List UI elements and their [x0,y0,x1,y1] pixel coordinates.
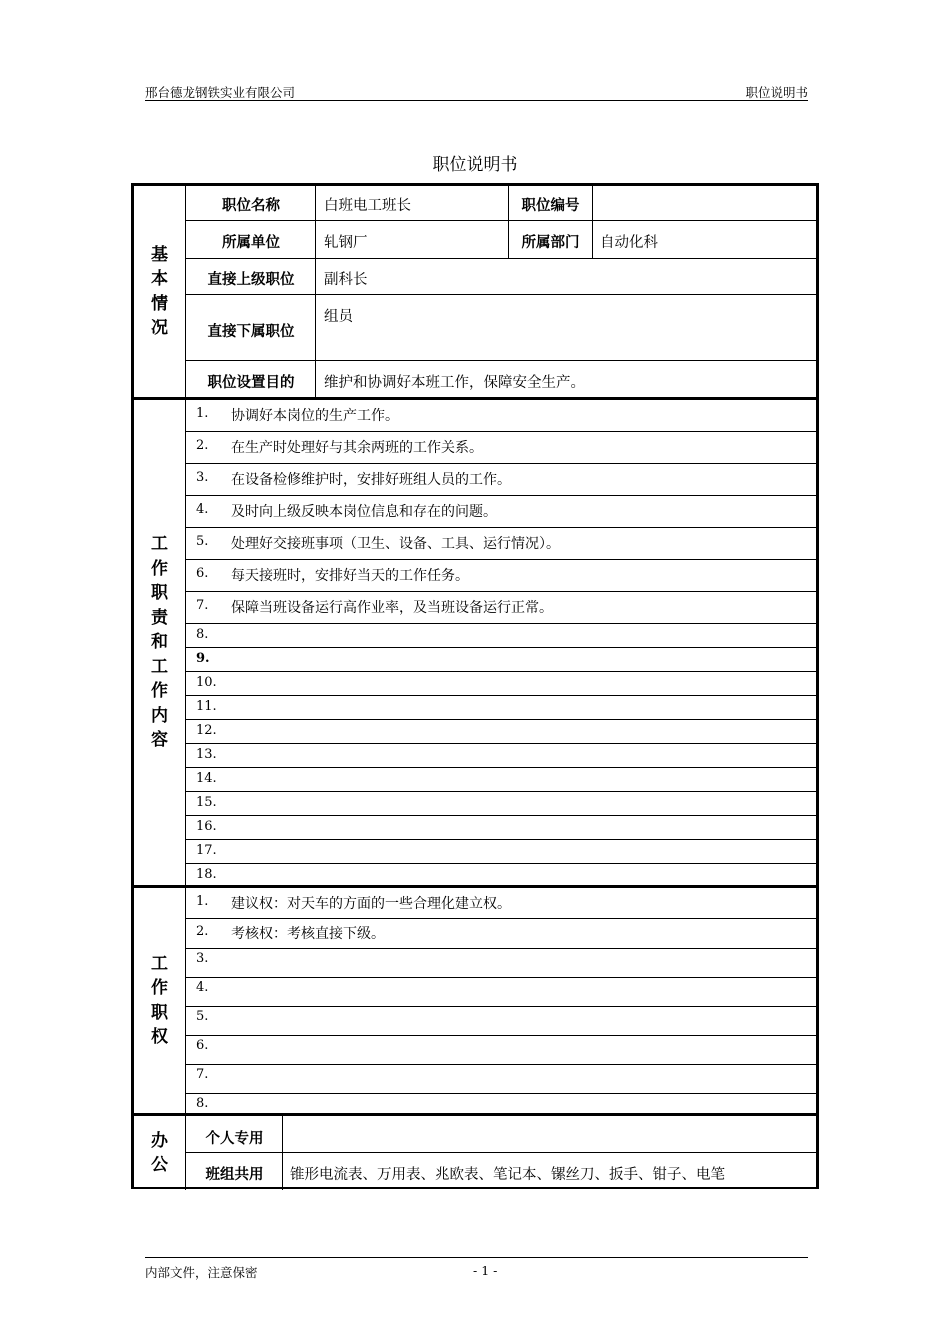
duty-num: 10. [196,675,217,690]
authority-num: 5. [196,1009,209,1024]
duty-num: 11. [196,699,217,714]
duty-num: 2. [196,438,209,453]
duty-num: 4. [196,502,209,517]
authority-num: 8. [196,1096,209,1111]
subordinate-label: 直接下属职位 [207,324,295,340]
authority-num: 3. [196,951,209,966]
team-use-value: 锥形电流表、万用表、兆欧表、笔记本、镙丝刀、扳手、钳子、电笔 [290,1167,725,1183]
position-name-label: 职位名称 [222,198,280,214]
duty-text: 在生产时处理好与其余两班的工作关系。 [231,440,483,456]
authority-num: 6. [196,1038,209,1053]
subordinate-value: 组员 [324,309,353,325]
authority-num: 1. [196,894,209,909]
duty-text: 保障当班设备运行高作业率，及当班设备运行正常。 [231,600,553,616]
unit-label: 所属单位 [222,235,280,251]
duty-num: 8. [196,627,209,642]
duty-num: 5. [196,534,209,549]
dept-label: 所属部门 [521,235,580,251]
duty-num: 18. [196,867,217,882]
duty-text: 在设备检修维护时，安排好班组人员的工作。 [231,472,511,488]
duty-num: 12. [196,723,217,738]
duty-num: 6. [196,566,209,581]
authority-num: 2. [196,924,209,939]
personal-use-label: 个人专用 [205,1131,264,1147]
duty-text: 及时向上级反映本岗位信息和存在的问题。 [231,504,497,520]
confidential-note: 内部文件，注意保密 [145,1265,258,1280]
unit-value: 轧钢厂 [324,235,368,251]
section-label-office: 办 公 [134,1116,186,1190]
position-code-label: 职位编号 [521,198,580,214]
superior-label: 直接上级职位 [207,272,295,288]
duty-num: 16. [196,819,217,834]
section-label-duties: 工 作 职 责 和 工 作 内 容 [134,400,186,885]
duty-num: 7. [196,598,209,613]
authority-num: 7. [196,1067,209,1082]
page-header [145,83,808,101]
job-description-form [131,183,819,1189]
duty-text: 处理好交接班事项（卫生、设备、工具、运行情况）。 [231,536,560,552]
section-label-basic: 基 本 情 况 [134,186,186,397]
authority-num: 4. [196,980,209,995]
authority-text: 考核权：考核直接下级。 [231,926,385,942]
position-name-value: 白班电工班长 [324,198,411,214]
duty-text: 每天接班时，安排好当天的工作任务。 [231,568,469,584]
header-doc-type: 职位说明书 [745,85,808,100]
duty-num: 14. [196,771,217,786]
duty-num: 3. [196,470,209,485]
document-title: 职位说明书 [432,155,518,175]
dept-value: 自动化科 [600,235,658,251]
team-use-label: 班组共用 [205,1167,264,1183]
duty-num: 1. [196,406,209,421]
purpose-label: 职位设置目的 [207,375,295,391]
duty-num: 13. [196,747,217,762]
duty-text: 协调好本岗位的生产工作。 [231,408,399,424]
page-footer [145,1257,808,1281]
section-label-authority: 工 作 职 权 [134,888,186,1113]
superior-value: 副科长 [324,272,368,288]
authority-text: 建议权：对天车的方面的一些合理化建立权。 [231,896,511,912]
company-name: 邢台德龙钢铁实业有限公司 [145,85,296,100]
duty-num: 17. [196,843,217,858]
purpose-value: 维护和协调好本班工作，保障安全生产。 [324,375,585,391]
duty-num: 15. [196,795,217,810]
page-number: - 1 - [473,1263,498,1278]
duty-num: 9. [196,651,210,666]
